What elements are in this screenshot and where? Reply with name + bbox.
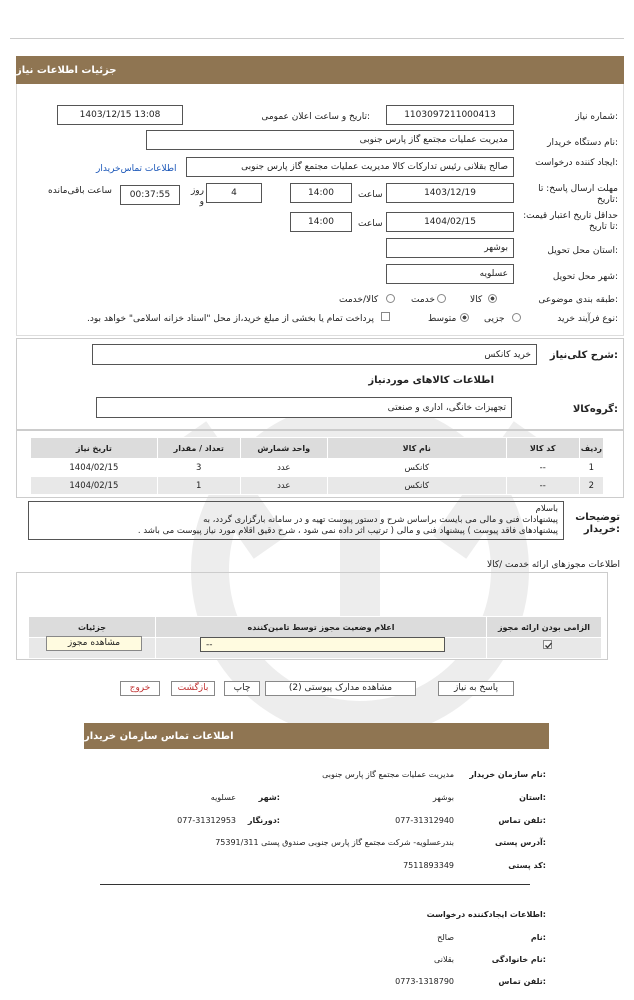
- buyer-contact-link[interactable]: اطلاعات تماس‌خریدار: [96, 164, 177, 174]
- need-number-field: 1103097211000413: [386, 105, 514, 125]
- permit-status-field[interactable]: --: [200, 637, 445, 652]
- need-number-label: شماره نیاز:: [575, 112, 618, 122]
- creator-phone-label: تلفن تماس:: [498, 977, 546, 986]
- province-label: استان محل تحویل:: [547, 246, 618, 256]
- table-row: [31, 477, 604, 495]
- contact-postal-value: 7511893349: [403, 861, 454, 870]
- price-time-label: ساعت: [358, 219, 383, 229]
- cell-name: کانکس: [327, 477, 506, 495]
- contact-fax-value: 077-31312953: [177, 816, 236, 825]
- contact-org-label: نام سازمان خریدار:: [469, 770, 546, 779]
- process-minor-radio[interactable]: [512, 313, 521, 322]
- announce-field: 1403/12/15 13:08: [57, 105, 183, 125]
- contact-divider: [100, 884, 530, 885]
- treasury-checkbox[interactable]: [381, 312, 390, 321]
- remaining-label: ساعت باقی‌مانده: [48, 186, 112, 196]
- summary-field: خرید کانکس: [92, 344, 537, 365]
- cell-date: 1404/02/15: [31, 477, 158, 495]
- creator-name-label: نام:: [530, 933, 546, 942]
- buyer-org-label: نام دستگاه خریدار:: [547, 138, 618, 148]
- buyer-org-field: مدیریت عملیات مجتمع گاز پارس جنوبی: [146, 130, 514, 150]
- view-docs-button[interactable]: مشاهده مدارک پیوستی (2): [265, 681, 416, 696]
- payment-note: پرداخت تمام یا بخشی از مبلغ خرید،از محل "اسناد خزانه اسلامی" خواهد بود.: [86, 314, 374, 324]
- summary-label: شرح کلی‌نیاز:: [549, 350, 618, 361]
- price-time-field: 14:00: [290, 212, 352, 232]
- category-goods-radio[interactable]: [488, 294, 497, 303]
- process-medium-label: متوسط: [428, 314, 457, 324]
- notes-line: پیشنهادهای فاقد پیوست ) پیشنهاد فنی و مالی ( ترتیب اثر داده نمی شود ، شرح دقیق اقلام مورد نیاز پیوست می باشد .: [137, 526, 558, 536]
- creator-name-value: صالح: [437, 933, 454, 942]
- creator-info-title: اطلاعات ایجادکننده درخواست:: [426, 910, 546, 919]
- col-header-code: کد کالا: [506, 438, 579, 459]
- category-goods-label: کالا: [470, 295, 483, 305]
- cell-row: 2: [579, 477, 603, 495]
- view-permit-button[interactable]: مشاهده مجوز: [46, 636, 142, 651]
- contact-postal-label: کد پستی:: [508, 861, 546, 870]
- col-header-unit: واحد شمارش: [240, 438, 327, 459]
- buyer-notes-box: [28, 501, 564, 540]
- contact-title: اطلاعات تماس سازمان خریدار: [84, 730, 234, 742]
- permit-col-required: الزامی بودن ارائه مجوز: [487, 617, 602, 638]
- page-title: جزئیات اطلاعات نیاز: [16, 64, 117, 76]
- announce-label: تاریخ و ساعت اعلان عمومی:: [261, 112, 370, 122]
- process-minor-label: جزیی: [484, 314, 505, 324]
- province-field: بوشهر: [386, 238, 514, 258]
- contact-city-label: شهر:: [258, 793, 280, 802]
- category-both-radio[interactable]: [386, 294, 395, 303]
- contact-org-value: مدیریت عملیات مجتمع گاز پارس جنوبی: [322, 770, 454, 779]
- cell-unit: عدد: [240, 477, 327, 495]
- deadline-time-field: 14:00: [290, 183, 352, 203]
- creator-family-value: بقلانی: [434, 955, 454, 964]
- contact-fax-label: دورنگار:: [247, 816, 280, 825]
- notes-line: باسلام: [535, 504, 558, 514]
- remaining-field: 00:37:55: [120, 185, 180, 205]
- category-label: طبقه بندی موضوعی:: [538, 295, 618, 305]
- col-header-row: ردیف: [579, 438, 603, 459]
- goods-group-field: تجهیزات خانگی، اداری و صنعتی: [96, 397, 512, 418]
- city-label: شهر محل تحویل:: [552, 272, 618, 282]
- permit-col-details: جزئیات: [29, 617, 156, 638]
- deadline-date-field: 1403/12/19: [386, 183, 514, 203]
- permits-title: اطلاعات مجوزهای ارائه خدمت /کالا: [486, 560, 620, 570]
- col-header-date: تاریخ نیاز: [31, 438, 158, 459]
- col-header-name: نام کالا: [327, 438, 506, 459]
- contact-header: [84, 723, 549, 749]
- cell-qty: 3: [157, 459, 240, 477]
- print-button[interactable]: چاپ: [224, 681, 260, 696]
- price-validity-label: حداقل تاریخ اعتبار قیمت: تا تاریخ:: [523, 211, 618, 232]
- goods-info-title: اطلاعات کالاهای موردنیاز: [368, 375, 494, 386]
- days-label: روز و: [190, 186, 204, 207]
- items-table: [30, 437, 604, 495]
- contact-address-value: بندرعسلویه- شرکت مجتمع گاز پارس جنوبی صندوق پستی 75391/311: [215, 838, 454, 847]
- process-label: نوع فرآیند خرید:: [557, 314, 618, 324]
- price-date-field: 1404/02/15: [386, 212, 514, 232]
- creator-field: صالح بقلانی رئیس تدارکات کالا مدیریت عملیات مجتمع گاز پارس جنوبی: [186, 157, 514, 177]
- deadline-label: مهلت ارسال پاسخ: تا تاریخ:: [538, 184, 618, 205]
- creator-family-label: نام خانوادگی:: [491, 955, 546, 964]
- contact-phone-value: 077-31312940: [395, 816, 454, 825]
- back-button[interactable]: بازگشت: [171, 681, 215, 696]
- permit-col-status: اعلام وضعیت مجوز توسط تامین‌کننده: [156, 617, 487, 638]
- deadline-time-label: ساعت: [358, 190, 383, 200]
- contact-address-label: آدرس پستی:: [495, 838, 546, 847]
- category-both-label: کالا/خدمت: [339, 295, 379, 305]
- contact-phone-label: تلفن تماس:: [498, 816, 546, 825]
- exit-button[interactable]: خروج: [120, 681, 160, 696]
- top-divider: [10, 38, 624, 39]
- category-service-radio[interactable]: [437, 294, 446, 303]
- table-row: [31, 459, 604, 477]
- contact-province-value: بوشهر: [432, 793, 454, 802]
- goods-group-label: گروه‌کالا:: [572, 404, 618, 415]
- permit-required-checkbox: [543, 640, 552, 649]
- process-medium-radio[interactable]: [460, 313, 469, 322]
- notes-line: پیشنهادات فنی و مالی می بایست براساس شرح و دستور پیوست تهیه و در سامانه بارگزاری گردد، به: [203, 515, 558, 525]
- buyer-notes-label: توضیحات خریدار:: [575, 512, 620, 535]
- cell-code: --: [506, 459, 579, 477]
- reply-button[interactable]: پاسخ به نیاز: [438, 681, 514, 696]
- col-header-qty: تعداد / مقدار: [157, 438, 240, 459]
- cell-qty: 1: [157, 477, 240, 495]
- category-service-label: خدمت: [411, 295, 435, 305]
- cell-date: 1404/02/15: [31, 459, 158, 477]
- creator-phone-value: 0773-1318790: [395, 977, 454, 986]
- cell-unit: عدد: [240, 459, 327, 477]
- contact-city-value: عسلویه: [210, 793, 236, 802]
- cell-name: کانکس: [327, 459, 506, 477]
- city-field: عسلویه: [386, 264, 514, 284]
- days-field: 4: [206, 183, 262, 203]
- cell-row: 1: [579, 459, 603, 477]
- cell-code: --: [506, 477, 579, 495]
- page-header: [16, 56, 624, 84]
- contact-province-label: استان:: [519, 793, 546, 802]
- creator-label: ایجاد کننده درخواست:: [535, 158, 618, 168]
- checkmark-icon: [544, 641, 553, 650]
